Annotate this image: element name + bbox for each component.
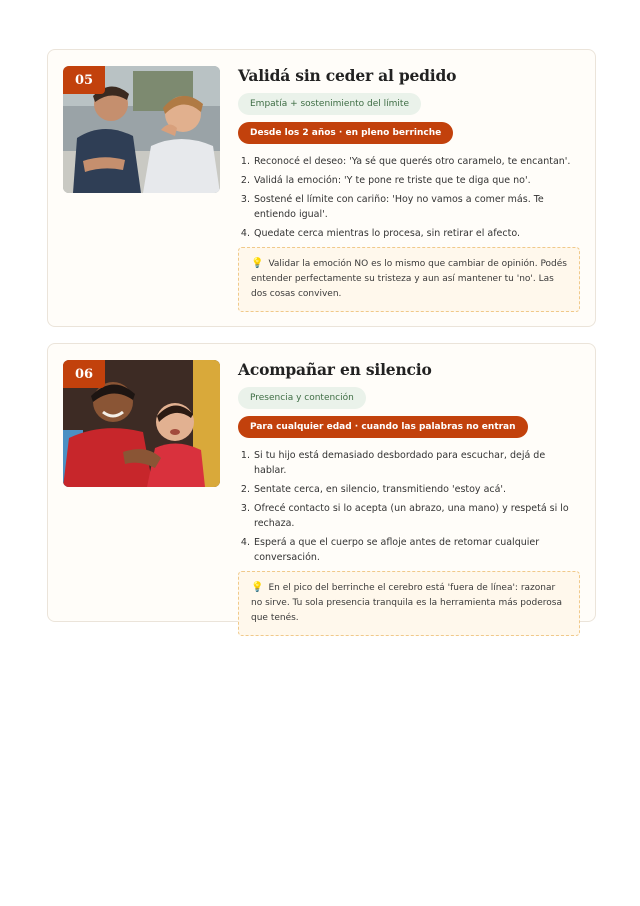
tip-box <box>238 571 580 636</box>
step-item: 3. Ofrecé contacto si lo acepta (un abrazo, una mano) y respetá si lo rechaza. <box>253 501 580 531</box>
strategy-card-05 <box>47 49 596 327</box>
step-item: 1. Reconocé el deseo: 'Ya sé que querés otro caramelo, te encantan'. <box>253 154 580 169</box>
technique-tag: Presencia y contención <box>238 387 366 409</box>
parent-and-child-photo <box>63 66 220 193</box>
steps-list <box>238 154 580 241</box>
card-title: Acompañar en silencio <box>238 360 432 379</box>
technique-tag: Empatía + sostenimiento del límite <box>238 93 421 115</box>
step-item: 4. Quedate cerca mientras lo procesa, sin retirar el afecto. <box>253 226 580 241</box>
step-item: 1. Si tu hijo está demasiado desbordado para escuchar, dejá de hablar. <box>253 448 580 478</box>
strategy-card-06 <box>47 343 596 622</box>
card-number-badge: 05 <box>63 66 105 94</box>
step-item: 3. Sostené el límite con cariño: 'Hoy no vamos a comer más. Te entiendo igual'. <box>253 192 580 222</box>
card-number-badge: 06 <box>63 360 105 388</box>
card-title: Validá sin ceder al pedido <box>238 66 457 85</box>
card-content <box>238 65 580 312</box>
tip-text: Validar la emoción NO es lo mismo que cambiar de opinión. Podés entender perfectamente su tristeza y aun así mantener tu 'no'. Las dos cosas conviven. <box>251 259 567 299</box>
card-content <box>238 359 580 636</box>
step-item: 4. Esperá a que el cuerpo se afloje antes de retomar cualquier conversación. <box>253 535 580 565</box>
tip-box <box>238 247 580 312</box>
step-item: 2. Validá la emoción: 'Y te pone re triste que te diga que no'. <box>253 173 580 188</box>
steps-list <box>238 448 580 565</box>
age-badge: Para cualquier edad · cuando las palabras no entran <box>238 416 528 438</box>
lightbulb-icon: 💡 <box>251 582 264 593</box>
step-item: 2. Sentate cerca, en silencio, transmitiendo 'estoy acá'. <box>253 482 580 497</box>
father-holding-crying-baby-photo <box>63 360 220 487</box>
age-badge: Desde los 2 años · en pleno berrinche <box>238 122 453 144</box>
tip-text: En el pico del berrinche el cerebro está 'fuera de línea': razonar no sirve. Tu sola presencia tranquila es la herramienta más poderosa que tenés. <box>251 583 562 623</box>
lightbulb-icon: 💡 <box>251 258 264 269</box>
